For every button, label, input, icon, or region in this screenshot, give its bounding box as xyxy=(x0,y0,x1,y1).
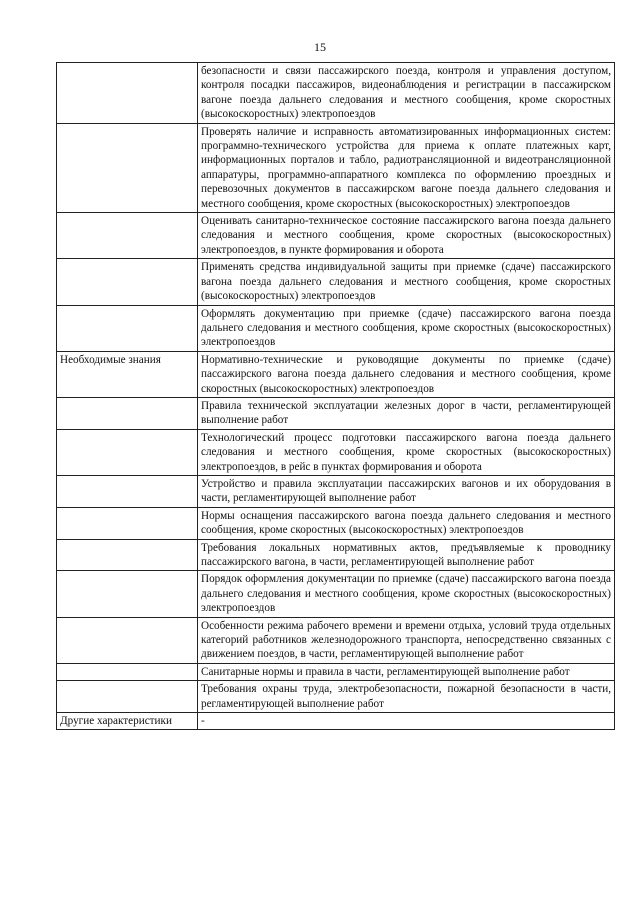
table-row xyxy=(57,305,615,351)
row-text: Нормы оснащения пассажирского вагона поезда дальнего следования и местного сообщения, кроме скоростных (высокоскоростных) электропоездов xyxy=(198,507,615,539)
table-row xyxy=(57,475,615,507)
row-text: Санитарные нормы и правила в части, регламентирующей выполнение работ xyxy=(198,663,615,680)
row-label xyxy=(57,617,198,663)
row-text: Технологический процесс подготовки пассажирского вагона поезда дальнего следования и местного сообщения, кроме скоростных (высокоскоростных) электропоездов, в рейс в пунктах формирования и оборота xyxy=(198,429,615,475)
row-label xyxy=(57,429,198,475)
table-row xyxy=(57,681,615,713)
row-label xyxy=(57,213,198,259)
row-label xyxy=(57,305,198,351)
row-label xyxy=(57,681,198,713)
row-text: Оформлять документацию при приемке (сдаче) пассажирского вагона поезда дальнего следования и местного сообщения, кроме скоростных (высокоскоростных) электропоездов xyxy=(198,305,615,351)
table-row xyxy=(57,397,615,429)
row-label xyxy=(57,539,198,571)
table-row xyxy=(57,351,615,397)
table-row xyxy=(57,63,615,124)
row-label xyxy=(57,571,198,617)
row-text: Требования локальных нормативных актов, предъявляемые к проводнику пассажирского вагона, в части, регламентирующей выполнение работ xyxy=(198,539,615,571)
table-row xyxy=(57,539,615,571)
row-text: - xyxy=(198,713,615,730)
table-row xyxy=(57,213,615,259)
table-row xyxy=(57,507,615,539)
table-row xyxy=(57,663,615,680)
table-row xyxy=(57,617,615,663)
row-text: Правила технической эксплуатации железных дорог в части, регламентирующей выполнение работ xyxy=(198,397,615,429)
row-text: Применять средства индивидуальной защиты при приемке (сдаче) пассажирского вагона поезда дальнего следования и местного сообщения, кроме скоростных (высокоскоростных) электропоездов xyxy=(198,259,615,305)
section-label-knowledge: Необходимые знания xyxy=(57,351,198,397)
row-text: Проверять наличие и исправность автоматизированных информационных систем: программно-технического устройства для приема к оплате платежных карт, информационных порталов и табло, радиотрансляционной и видеотрансляционной аппаратуры, программно-аппаратного комплекса по оформлению проездных и перевозочных документов в пассажирском вагоне поезда дальнего следования и местного сообщения, кроме скоростных (высокоскоростных) электропоездов xyxy=(198,123,615,212)
row-label xyxy=(57,663,198,680)
row-text: Требования охраны труда, электробезопасности, пожарной безопасности в части, регламентирующей выполнение работ xyxy=(198,681,615,713)
row-label xyxy=(57,259,198,305)
table-row xyxy=(57,259,615,305)
table-row xyxy=(57,713,615,730)
row-label xyxy=(57,397,198,429)
row-label xyxy=(57,507,198,539)
row-label xyxy=(57,63,198,124)
row-label xyxy=(57,475,198,507)
row-text: Оценивать санитарно-техническое состояние пассажирского вагона поезда дальнего следования и местного сообщения, кроме скоростных (высокоскоростных) электропоездов, в пункте формирования и оборота xyxy=(198,213,615,259)
row-text: Особенности режима рабочего времени и времени отдыха, условий труда отдельных категорий работников железнодорожного транспорта, непосредственно связанных с движением поездов, в части, регламентирующей выполнение работ xyxy=(198,617,615,663)
table-row xyxy=(57,123,615,212)
row-text: Нормативно-технические и руководящие документы по приемке (сдаче) пассажирского вагона поезда дальнего следования и местного сообщения, кроме скоростных (высокоскоростных) электропоездов xyxy=(198,351,615,397)
requirements-table xyxy=(56,62,615,730)
section-label-other: Другие характеристики xyxy=(57,713,198,730)
row-text: безопасности и связи пассажирского поезда, контроля и управления доступом, контроля посадки пассажиров, видеонаблюдения и регистрации в пассажирском вагоне поезда дальнего следования и местного сообщения, кроме скоростных (высокоскоростных) электропоездов xyxy=(198,63,615,124)
row-text: Устройство и правила эксплуатации пассажирских вагонов и их оборудования в части, регламентирующей выполнение работ xyxy=(198,475,615,507)
row-text: Порядок оформления документации по приемке (сдаче) пассажирского вагона поезда дальнего следования и местного сообщения, кроме скоростных (высокоскоростных) электропоездов xyxy=(198,571,615,617)
table-row xyxy=(57,429,615,475)
table-row xyxy=(57,571,615,617)
row-label xyxy=(57,123,198,212)
page-number: 15 xyxy=(314,40,326,54)
